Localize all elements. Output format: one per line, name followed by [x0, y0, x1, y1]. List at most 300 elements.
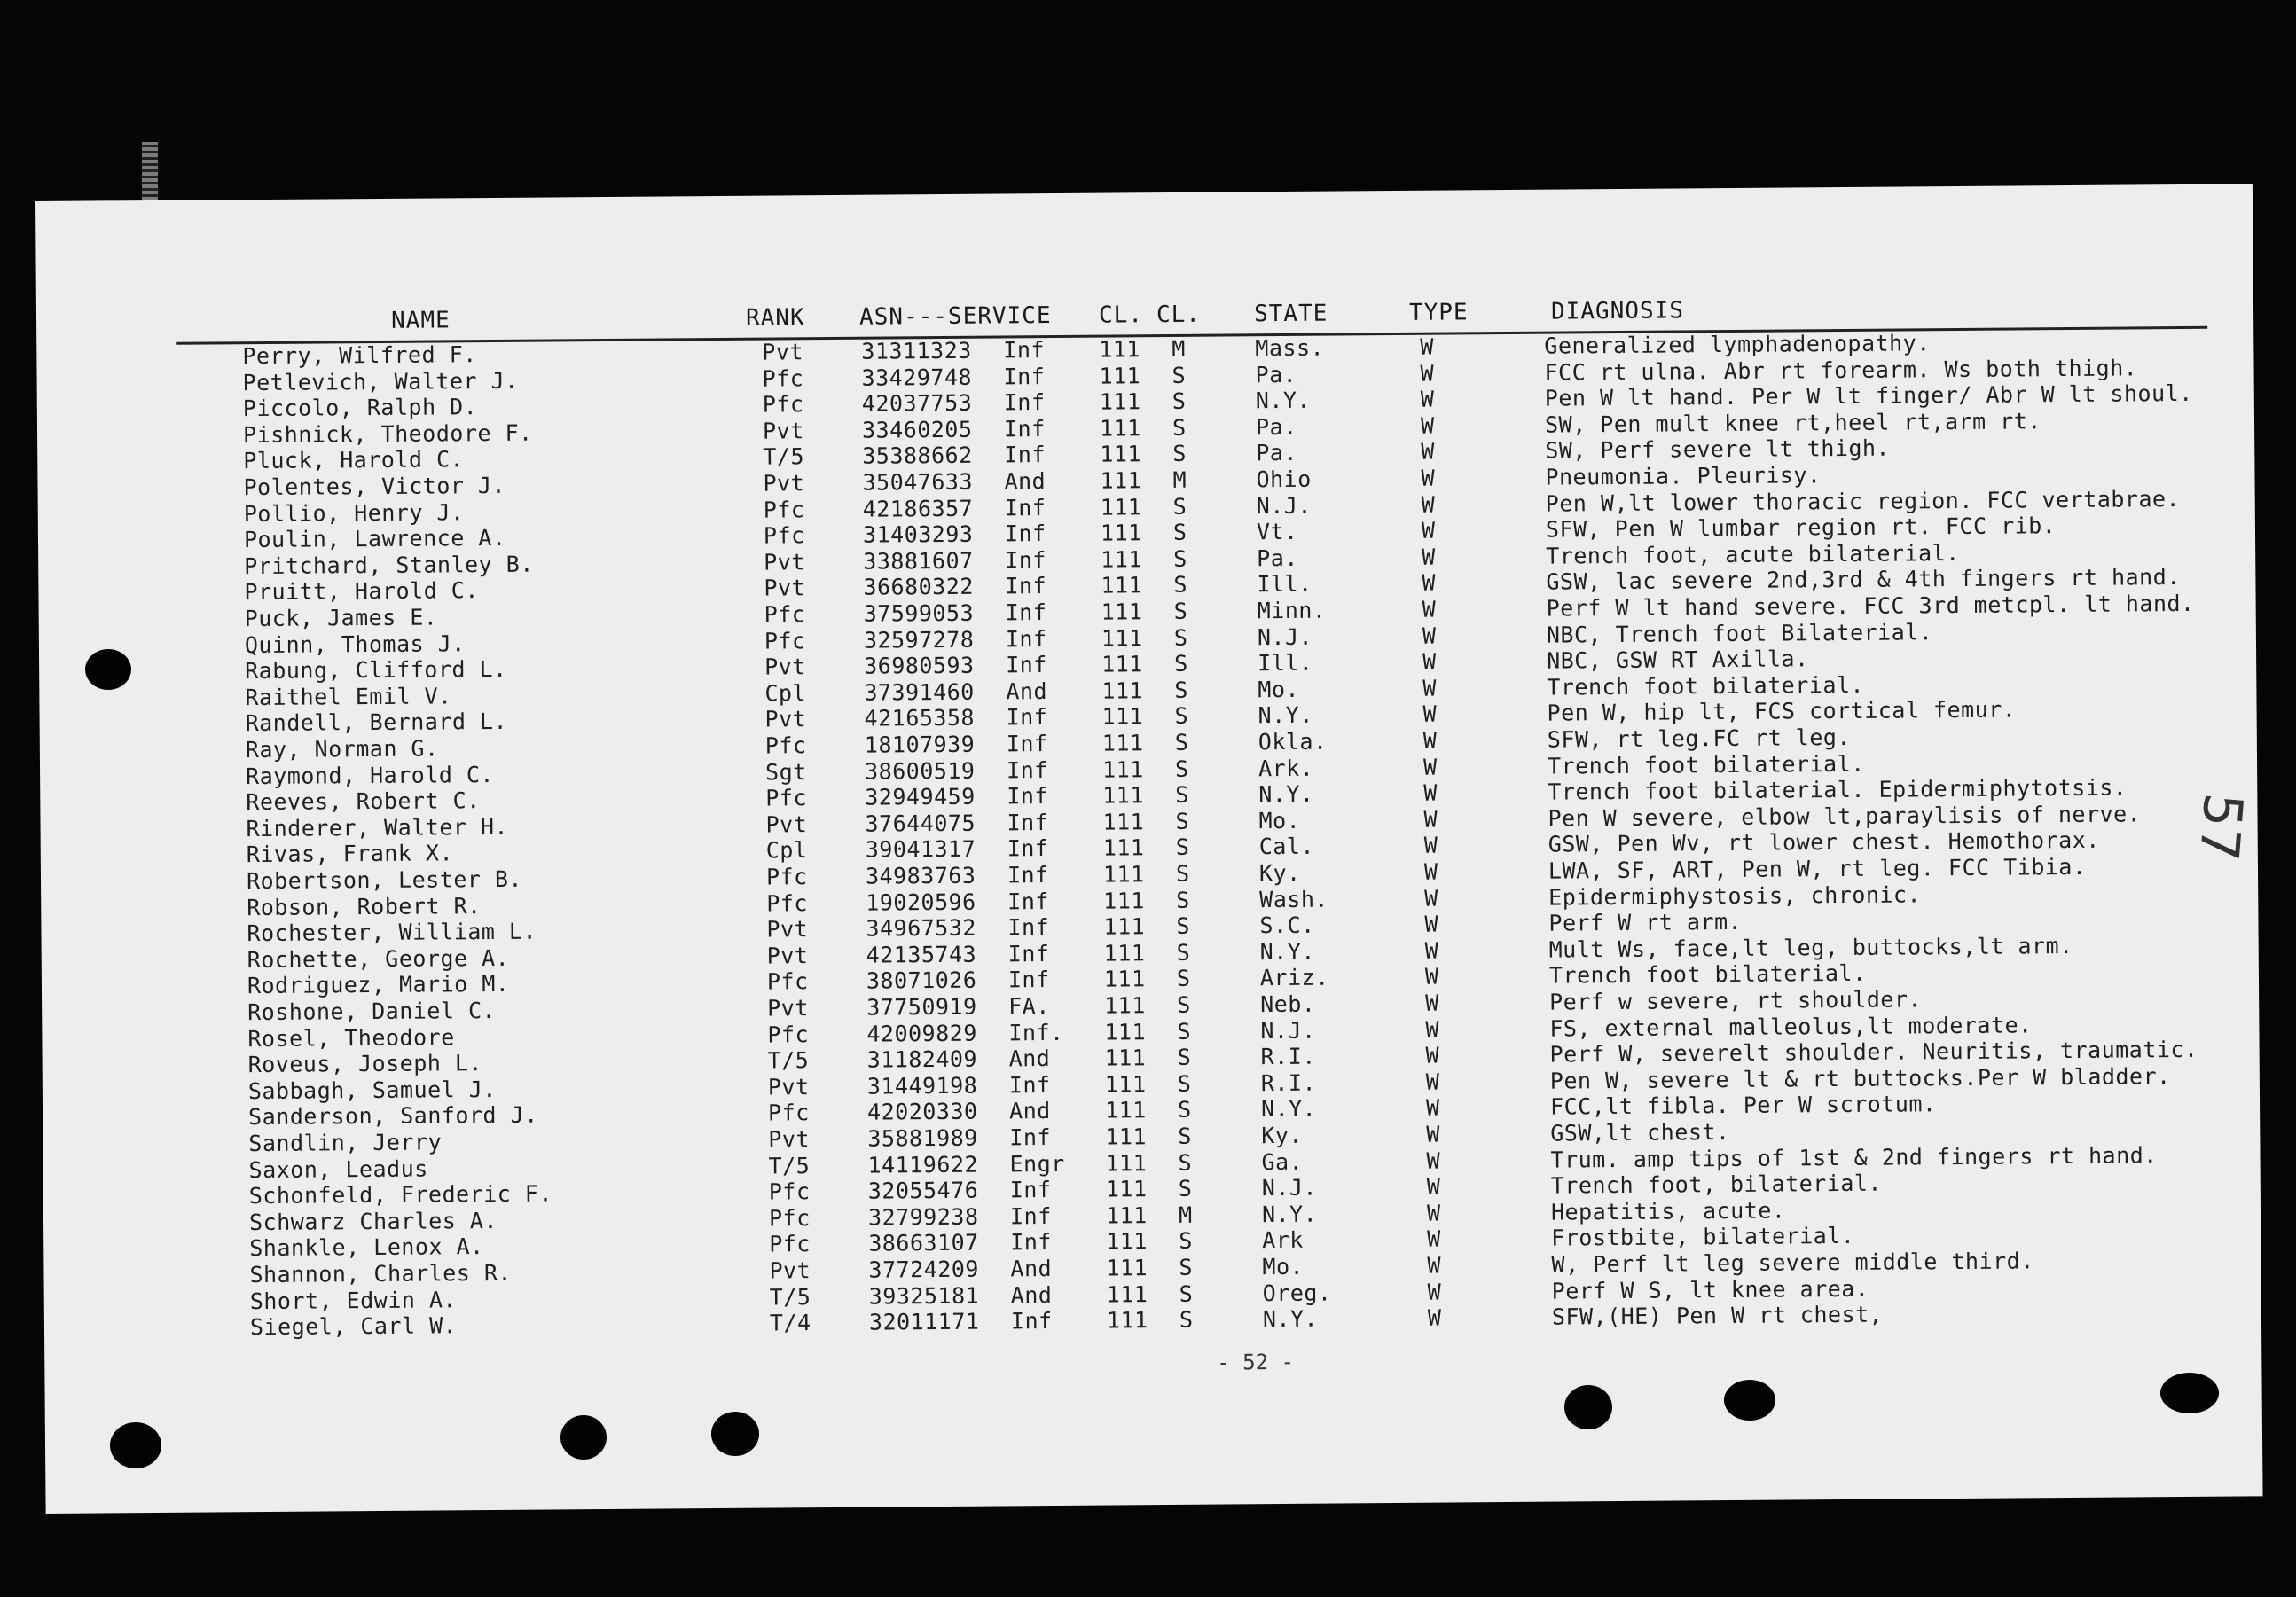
row-class: 111 — [1099, 362, 1141, 389]
row-type: W — [1420, 360, 1435, 387]
row-class-2: S — [1178, 1175, 1193, 1202]
row-name: Roveus, Joseph L. — [247, 1050, 483, 1078]
row-class: 111 — [1101, 755, 1144, 783]
row-class: 111 — [1105, 1176, 1148, 1202]
row-service: Inf — [1005, 546, 1046, 574]
row-rank: T/5 — [763, 443, 805, 470]
row-type: W — [1422, 544, 1436, 570]
row-class: 111 — [1101, 730, 1144, 756]
punch-hole — [1724, 1380, 1775, 1421]
row-type: W — [1426, 1121, 1440, 1147]
row-class: 111 — [1099, 415, 1141, 442]
row-rank: T/5 — [767, 1047, 810, 1074]
row-class: 111 — [1100, 441, 1142, 467]
row-class-2: S — [1172, 520, 1187, 546]
row-rank: Cpl — [765, 837, 808, 864]
row-name: Rivas, Frank X. — [246, 840, 454, 868]
row-class-2: S — [1177, 1044, 1192, 1071]
row-diagnosis: Epidermiphystosis, chronic. — [1548, 881, 1922, 911]
row-rank: Pvt — [766, 942, 809, 969]
row-asn: 35047633 — [862, 468, 974, 496]
row-class: 111 — [1106, 1280, 1148, 1308]
row-state: N.J. — [1257, 623, 1313, 650]
row-rank: Pfc — [767, 1021, 810, 1048]
row-name: Roshone, Daniel C. — [247, 997, 497, 1026]
header-cl: CL. — [1098, 301, 1144, 329]
row-name: Pritchard, Stanley B. — [244, 551, 534, 579]
row-service: Inf — [1007, 862, 1049, 889]
row-name: Pishnick, Theodore F. — [242, 419, 533, 448]
row-name: Siegel, Carl W. — [249, 1312, 458, 1341]
row-diagnosis: Pneumonia. Pleurisy. — [1545, 462, 1822, 490]
row-state: Ky. — [1258, 859, 1301, 887]
row-class-2: S — [1174, 677, 1189, 703]
row-type: W — [1427, 1225, 1441, 1253]
row-class: 111 — [1106, 1228, 1148, 1255]
row-diagnosis: Trench foot, acute bilaterial. — [1546, 539, 1960, 569]
row-service: Inf — [1003, 363, 1046, 390]
row-class: 111 — [1103, 939, 1146, 967]
row-name: Reeves, Robert C. — [246, 787, 481, 816]
row-class: 111 — [1103, 913, 1146, 940]
row-rank: Pvt — [763, 470, 805, 497]
header-name: NAME — [390, 307, 451, 334]
row-rank: Pfc — [764, 732, 807, 759]
row-name: Raymond, Harold C. — [245, 761, 495, 789]
row-rank: T/5 — [769, 1283, 811, 1311]
row-service: Inf — [1005, 573, 1047, 599]
row-class-2: S — [1176, 966, 1191, 992]
row-state: S.C. — [1259, 912, 1315, 939]
row-type: W — [1422, 754, 1438, 780]
row-asn: 32799238 — [867, 1203, 979, 1231]
row-class-2: S — [1173, 545, 1187, 572]
row-state: Minn. — [1257, 597, 1327, 624]
row-state: Ark — [1262, 1227, 1305, 1254]
row-state: Mo. — [1258, 676, 1300, 702]
row-asn: 39325181 — [868, 1282, 980, 1310]
row-asn: 31182409 — [866, 1045, 978, 1073]
row-asn: 31449198 — [866, 1072, 978, 1100]
row-asn: 32597278 — [863, 626, 975, 654]
row-class-2: S — [1173, 624, 1188, 651]
row-asn: 37724209 — [868, 1256, 980, 1283]
row-diagnosis: Trench foot, bilaterial. — [1550, 1170, 1883, 1199]
row-rank: Pvt — [762, 417, 804, 444]
row-diagnosis: Perf W lt hand severe. FCC 3rd metcpl. lt hand. — [1546, 590, 2195, 622]
row-service: Inf — [1009, 1202, 1052, 1230]
row-class: 111 — [1101, 703, 1144, 730]
row-class: 111 — [1103, 966, 1146, 992]
row-asn: 32055476 — [867, 1177, 979, 1204]
row-state: N.Y. — [1262, 1305, 1319, 1333]
row-type: W — [1420, 333, 1435, 360]
row-rank: Pvt — [769, 1257, 811, 1284]
row-class: 111 — [1101, 546, 1142, 573]
row-class-2: S — [1177, 1070, 1192, 1097]
row-class-2: S — [1178, 1123, 1192, 1149]
document-page — [35, 184, 2263, 1514]
row-name: Raithel Emil V. — [245, 683, 452, 710]
row-class-2: S — [1175, 860, 1190, 887]
row-class: 111 — [1101, 572, 1143, 599]
row-class-2: S — [1177, 991, 1191, 1018]
row-type: W — [1426, 1147, 1441, 1174]
row-service: And — [1010, 1281, 1053, 1308]
row-type: W — [1427, 1304, 1442, 1331]
row-diagnosis: NBC, Trench foot Bilaterial. — [1546, 618, 1933, 648]
row-state: Ariz. — [1259, 964, 1329, 991]
row-asn: 33429748 — [861, 364, 973, 391]
row-asn: 32949459 — [865, 783, 976, 810]
row-asn: 19020596 — [866, 889, 976, 916]
row-type: W — [1420, 386, 1435, 412]
punch-hole — [2160, 1373, 2219, 1413]
row-class-2: S — [1172, 388, 1187, 415]
row-service: Inf — [1007, 967, 1050, 993]
row-asn: 31311323 — [861, 337, 972, 364]
row-service: Inf — [1006, 652, 1047, 678]
row-rank: Pvt — [764, 575, 806, 601]
row-state: Ill. — [1258, 649, 1313, 677]
row-state: Ohio — [1256, 466, 1312, 493]
row-state: Ill. — [1257, 571, 1313, 598]
row-class-2: S — [1177, 1018, 1192, 1045]
row-rank: Pvt — [764, 654, 806, 680]
row-state: Mo. — [1262, 1253, 1305, 1280]
row-class: 111 — [1104, 1097, 1147, 1123]
row-diagnosis: Pen W lt hand. Per W lt finger/ Abr W lt shoul. — [1544, 380, 2193, 411]
row-state: Ark. — [1258, 755, 1314, 781]
row-asn: 33460205 — [861, 416, 973, 443]
row-name: Rosel, Theodore — [247, 1023, 455, 1052]
row-rank: Pfc — [762, 364, 804, 392]
row-asn: 37391460 — [864, 678, 975, 706]
row-class-2: S — [1175, 808, 1190, 834]
row-type: W — [1422, 727, 1438, 754]
row-service: Inf — [1005, 599, 1047, 626]
row-state: Mass. — [1255, 334, 1325, 362]
row-diagnosis: Trench foot bilaterial. — [1547, 671, 1865, 701]
row-class: 111 — [1101, 651, 1143, 677]
row-service: Inf — [1008, 1071, 1051, 1099]
row-type: W — [1422, 570, 1437, 597]
row-asn: 14119622 — [867, 1151, 979, 1178]
row-rank: Pvt — [766, 916, 809, 943]
row-class: 111 — [1105, 1123, 1148, 1150]
row-type: W — [1425, 1069, 1440, 1095]
row-diagnosis: Pen W,lt lower thoracic region. FCC vertabrae. — [1545, 485, 2181, 517]
row-rank: Pfc — [768, 1204, 811, 1232]
row-class-2: S — [1173, 572, 1188, 599]
row-type: W — [1421, 491, 1436, 518]
row-service: Inf — [1009, 1124, 1052, 1151]
row-rank: Pfc — [769, 1231, 811, 1257]
row-name: Rochette, George A. — [247, 944, 510, 973]
row-asn: 42020330 — [866, 1099, 978, 1126]
row-diagnosis: SFW,(HE) Pen W rt chest, — [1551, 1301, 1884, 1330]
row-state: Mo. — [1258, 807, 1301, 834]
row-class-2: M — [1178, 1202, 1193, 1228]
row-rank: Pfc — [763, 496, 805, 523]
row-rank: Pvt — [764, 548, 805, 575]
row-service: And — [1008, 1045, 1051, 1072]
row-asn: 37599053 — [863, 599, 975, 627]
row-state: Pa. — [1255, 361, 1297, 388]
row-diagnosis: Pen W severe, elbow lt,paraylisis of nerve. — [1548, 801, 2142, 832]
row-diagnosis: FS, external malleolus,lt moderate. — [1549, 1011, 2033, 1042]
row-state: Pa. — [1257, 544, 1298, 571]
row-service: Inf — [1004, 521, 1046, 547]
row-name: Randell, Bernard L. — [245, 708, 508, 737]
row-service: Inf — [1006, 731, 1048, 757]
row-name: Rabung, Clifford L. — [245, 656, 507, 685]
row-name: Saxon, Leadus — [248, 1155, 428, 1183]
row-name: Quinn, Thomas J. — [244, 630, 466, 658]
row-name: Petlevich, Walter J. — [242, 367, 519, 395]
row-name: Rodriguez, Mario M. — [247, 971, 510, 999]
row-asn: 35881989 — [867, 1124, 978, 1152]
row-type: W — [1426, 1200, 1441, 1226]
row-rank: Pfc — [766, 968, 809, 995]
row-diagnosis: NBC, GSW RT Axilla. — [1547, 646, 1809, 674]
row-class-2: S — [1179, 1254, 1194, 1280]
row-class: 111 — [1102, 809, 1145, 835]
row-rank: Cpl — [764, 679, 807, 707]
row-class: 111 — [1101, 599, 1143, 625]
row-state: N.Y. — [1258, 780, 1314, 808]
row-type: W — [1426, 1173, 1441, 1200]
row-diagnosis: Trench foot bilaterial. — [1548, 960, 1867, 990]
row-diagnosis: FCC,lt fibla. Per W scrotum. — [1549, 1091, 1937, 1121]
row-asn: 32011171 — [868, 1308, 980, 1335]
row-asn: 38071026 — [866, 967, 977, 995]
row-state: Pa. — [1255, 413, 1297, 440]
row-class-2: M — [1172, 335, 1187, 362]
row-type: W — [1423, 858, 1438, 885]
row-class-2: S — [1174, 729, 1189, 755]
row-state: R.I. — [1260, 1043, 1316, 1070]
row-class-2: S — [1175, 781, 1189, 809]
row-name: Sanderson, Sanford J. — [248, 1101, 538, 1131]
row-diagnosis: SFW, Pen W lumbar region rt. FCC rib. — [1545, 513, 2057, 543]
row-rank: Pvt — [762, 339, 804, 365]
row-state: N.J. — [1260, 1017, 1316, 1044]
row-rank: Pfc — [765, 864, 808, 890]
row-diagnosis: SW, Perf severe lt thigh. — [1545, 434, 1891, 465]
row-class: 111 — [1104, 992, 1146, 1019]
row-class: 111 — [1101, 624, 1143, 652]
row-asn: 34983763 — [865, 862, 976, 889]
punch-hole — [85, 649, 131, 690]
row-diagnosis: Perf w severe, rt shoulder. — [1549, 986, 1923, 1015]
row-diagnosis: Trench foot bilaterial. — [1547, 750, 1865, 779]
row-class: 111 — [1105, 1149, 1148, 1177]
row-rank: Pvt — [768, 1126, 811, 1153]
row-rank: Pfc — [762, 391, 804, 418]
row-asn: 42009829 — [866, 1020, 977, 1047]
row-asn: 34967532 — [866, 914, 977, 942]
row-asn: 39041317 — [865, 836, 976, 864]
row-type: W — [1424, 885, 1438, 912]
row-name: Shankle, Lenox A. — [249, 1233, 484, 1262]
row-asn: 42037753 — [861, 389, 973, 417]
row-class: 111 — [1100, 520, 1142, 546]
row-class: 111 — [1106, 1255, 1148, 1281]
row-type: W — [1420, 412, 1435, 439]
row-name: Pollio, Henry J. — [243, 498, 465, 527]
row-class-2: S — [1179, 1280, 1194, 1307]
row-class: 111 — [1106, 1307, 1148, 1334]
row-type: W — [1427, 1252, 1442, 1279]
row-state: Vt. — [1256, 519, 1298, 545]
row-type: W — [1425, 1094, 1440, 1122]
row-type: W — [1422, 596, 1437, 622]
row-diagnosis: FCC rt ulna. Abr rt forearm. Ws both thigh. — [1544, 354, 2138, 386]
row-state: N.Y. — [1255, 387, 1312, 414]
row-state: R.I. — [1260, 1069, 1317, 1096]
row-type: W — [1425, 990, 1439, 1016]
row-rank: Pvt — [767, 995, 809, 1022]
row-service: Inf — [1004, 442, 1046, 468]
row-asn: 37644075 — [865, 810, 976, 837]
row-name: Pluck, Harold C. — [243, 446, 465, 474]
row-class: 111 — [1102, 834, 1145, 861]
row-service: Inf — [1006, 704, 1048, 731]
row-rank: Pvt — [765, 810, 808, 838]
row-class-2: S — [1172, 414, 1187, 441]
page-number: - 52 - — [1217, 1349, 1295, 1375]
row-state: Okla. — [1258, 728, 1328, 755]
row-service: Inf — [1003, 337, 1046, 364]
row-service: FA. — [1008, 993, 1050, 1020]
row-diagnosis: LWA, SF, ART, Pen W, rt leg. FCC Tibia. — [1548, 853, 2087, 884]
row-rank: Pfc — [764, 627, 806, 654]
row-class-2: S — [1174, 703, 1189, 730]
row-class: 111 — [1100, 493, 1142, 521]
row-rank: T/4 — [769, 1310, 811, 1336]
row-type: W — [1425, 1042, 1440, 1069]
row-type: W — [1421, 517, 1436, 544]
row-class-2: S — [1174, 650, 1188, 677]
row-type: W — [1424, 911, 1439, 937]
row-type: W — [1421, 465, 1436, 491]
row-class-2: S — [1175, 834, 1190, 861]
row-service: Inf — [1009, 1177, 1052, 1203]
punch-hole — [711, 1412, 759, 1456]
row-class-2: S — [1176, 887, 1190, 913]
row-type: W — [1427, 1279, 1442, 1305]
row-class-2: S — [1172, 362, 1187, 388]
row-rank: Pfc — [766, 889, 809, 917]
punch-hole — [1564, 1385, 1612, 1429]
row-name: Polentes, Victor J. — [243, 472, 506, 501]
handwritten-margin-note: 57 — [2186, 790, 2254, 864]
row-rank: Pvt — [767, 1073, 810, 1100]
row-rank: Sgt — [764, 758, 807, 786]
row-service: Inf — [1007, 914, 1050, 941]
row-type: W — [1423, 806, 1438, 833]
row-class-2: S — [1179, 1306, 1194, 1334]
row-asn: 31403293 — [862, 521, 974, 548]
row-class-2: S — [1174, 755, 1189, 782]
row-service: Inf — [1010, 1308, 1053, 1335]
row-class: 111 — [1104, 1045, 1147, 1071]
row-asn: 35388662 — [862, 442, 973, 470]
header-asn-service: ASN---SERVICE — [858, 302, 1052, 331]
row-name: Ray, Norman G. — [245, 735, 439, 763]
row-type: W — [1422, 675, 1438, 701]
row-class: 111 — [1104, 1018, 1147, 1045]
row-diagnosis: Mult Ws, face,lt leg, buttocks,lt arm. — [1548, 932, 2073, 963]
row-diagnosis: Frostbite, bilaterial. — [1551, 1223, 1855, 1252]
row-asn: 42186357 — [862, 495, 974, 522]
row-type: W — [1422, 701, 1438, 728]
punch-hole — [110, 1422, 161, 1468]
row-service: And — [1010, 1256, 1053, 1282]
row-diagnosis: SW, Pen mult knee rt,heel rt,arm rt. — [1544, 408, 2041, 438]
row-state: Neb. — [1260, 990, 1316, 1018]
row-class: 111 — [1101, 677, 1144, 704]
row-service: Inf. — [1008, 1019, 1064, 1046]
row-service: Inf — [1007, 809, 1049, 836]
row-type: W — [1424, 937, 1439, 964]
row-name: Puck, James E. — [244, 604, 438, 632]
row-asn: 42165358 — [864, 705, 976, 732]
row-name: Shannon, Charles R. — [249, 1259, 513, 1288]
row-class-2: S — [1177, 1097, 1192, 1123]
row-type: W — [1423, 832, 1438, 859]
row-state: Cal. — [1258, 834, 1315, 860]
row-diagnosis: Generalized lymphadenopathy. — [1544, 330, 1931, 359]
row-diagnosis: Perf W rt arm. — [1548, 909, 1743, 936]
row-rank: Pfc — [768, 1178, 811, 1205]
row-name: Robertson, Lester B. — [246, 865, 523, 895]
row-name: Piccolo, Ralph D. — [242, 394, 478, 422]
row-state: Pa. — [1256, 440, 1298, 466]
row-rank: Pfc — [763, 522, 805, 549]
row-name: Schonfeld, Frederic F. — [248, 1180, 553, 1209]
row-service: Engr — [1009, 1150, 1065, 1177]
header-type: TYPE — [1408, 299, 1469, 326]
row-rank: Pfc — [765, 785, 808, 811]
row-class-2: S — [1178, 1149, 1193, 1176]
row-name: Sandlin, Jerry — [248, 1129, 443, 1157]
row-name: Poulin, Lawrence A. — [243, 525, 506, 553]
row-diagnosis: GSW,lt chest. — [1550, 1119, 1730, 1147]
punch-hole — [560, 1415, 607, 1460]
row-state: N.Y. — [1261, 1201, 1318, 1227]
row-name: Rinderer, Walter H. — [246, 813, 509, 842]
row-service: And — [1004, 468, 1046, 495]
row-state: Wash. — [1259, 886, 1329, 912]
row-class: 111 — [1104, 1070, 1147, 1098]
row-state: N.J. — [1256, 492, 1313, 519]
row-asn: 36680322 — [863, 574, 974, 601]
row-service: Inf — [1004, 494, 1046, 521]
row-diagnosis: SFW, rt leg.FC rt leg. — [1547, 724, 1852, 753]
row-type: W — [1424, 963, 1439, 990]
row-state: N.J. — [1261, 1174, 1318, 1202]
row-asn: 37750919 — [866, 993, 977, 1021]
row-state: N.Y. — [1258, 702, 1313, 729]
row-service: And — [1008, 1098, 1051, 1124]
row-service: Inf — [1007, 835, 1049, 862]
row-class-2: S — [1176, 912, 1191, 940]
row-service: Inf — [1003, 415, 1046, 442]
row-class-2: S — [1172, 441, 1187, 467]
row-name: Perry, Wilfred F. — [242, 341, 477, 370]
